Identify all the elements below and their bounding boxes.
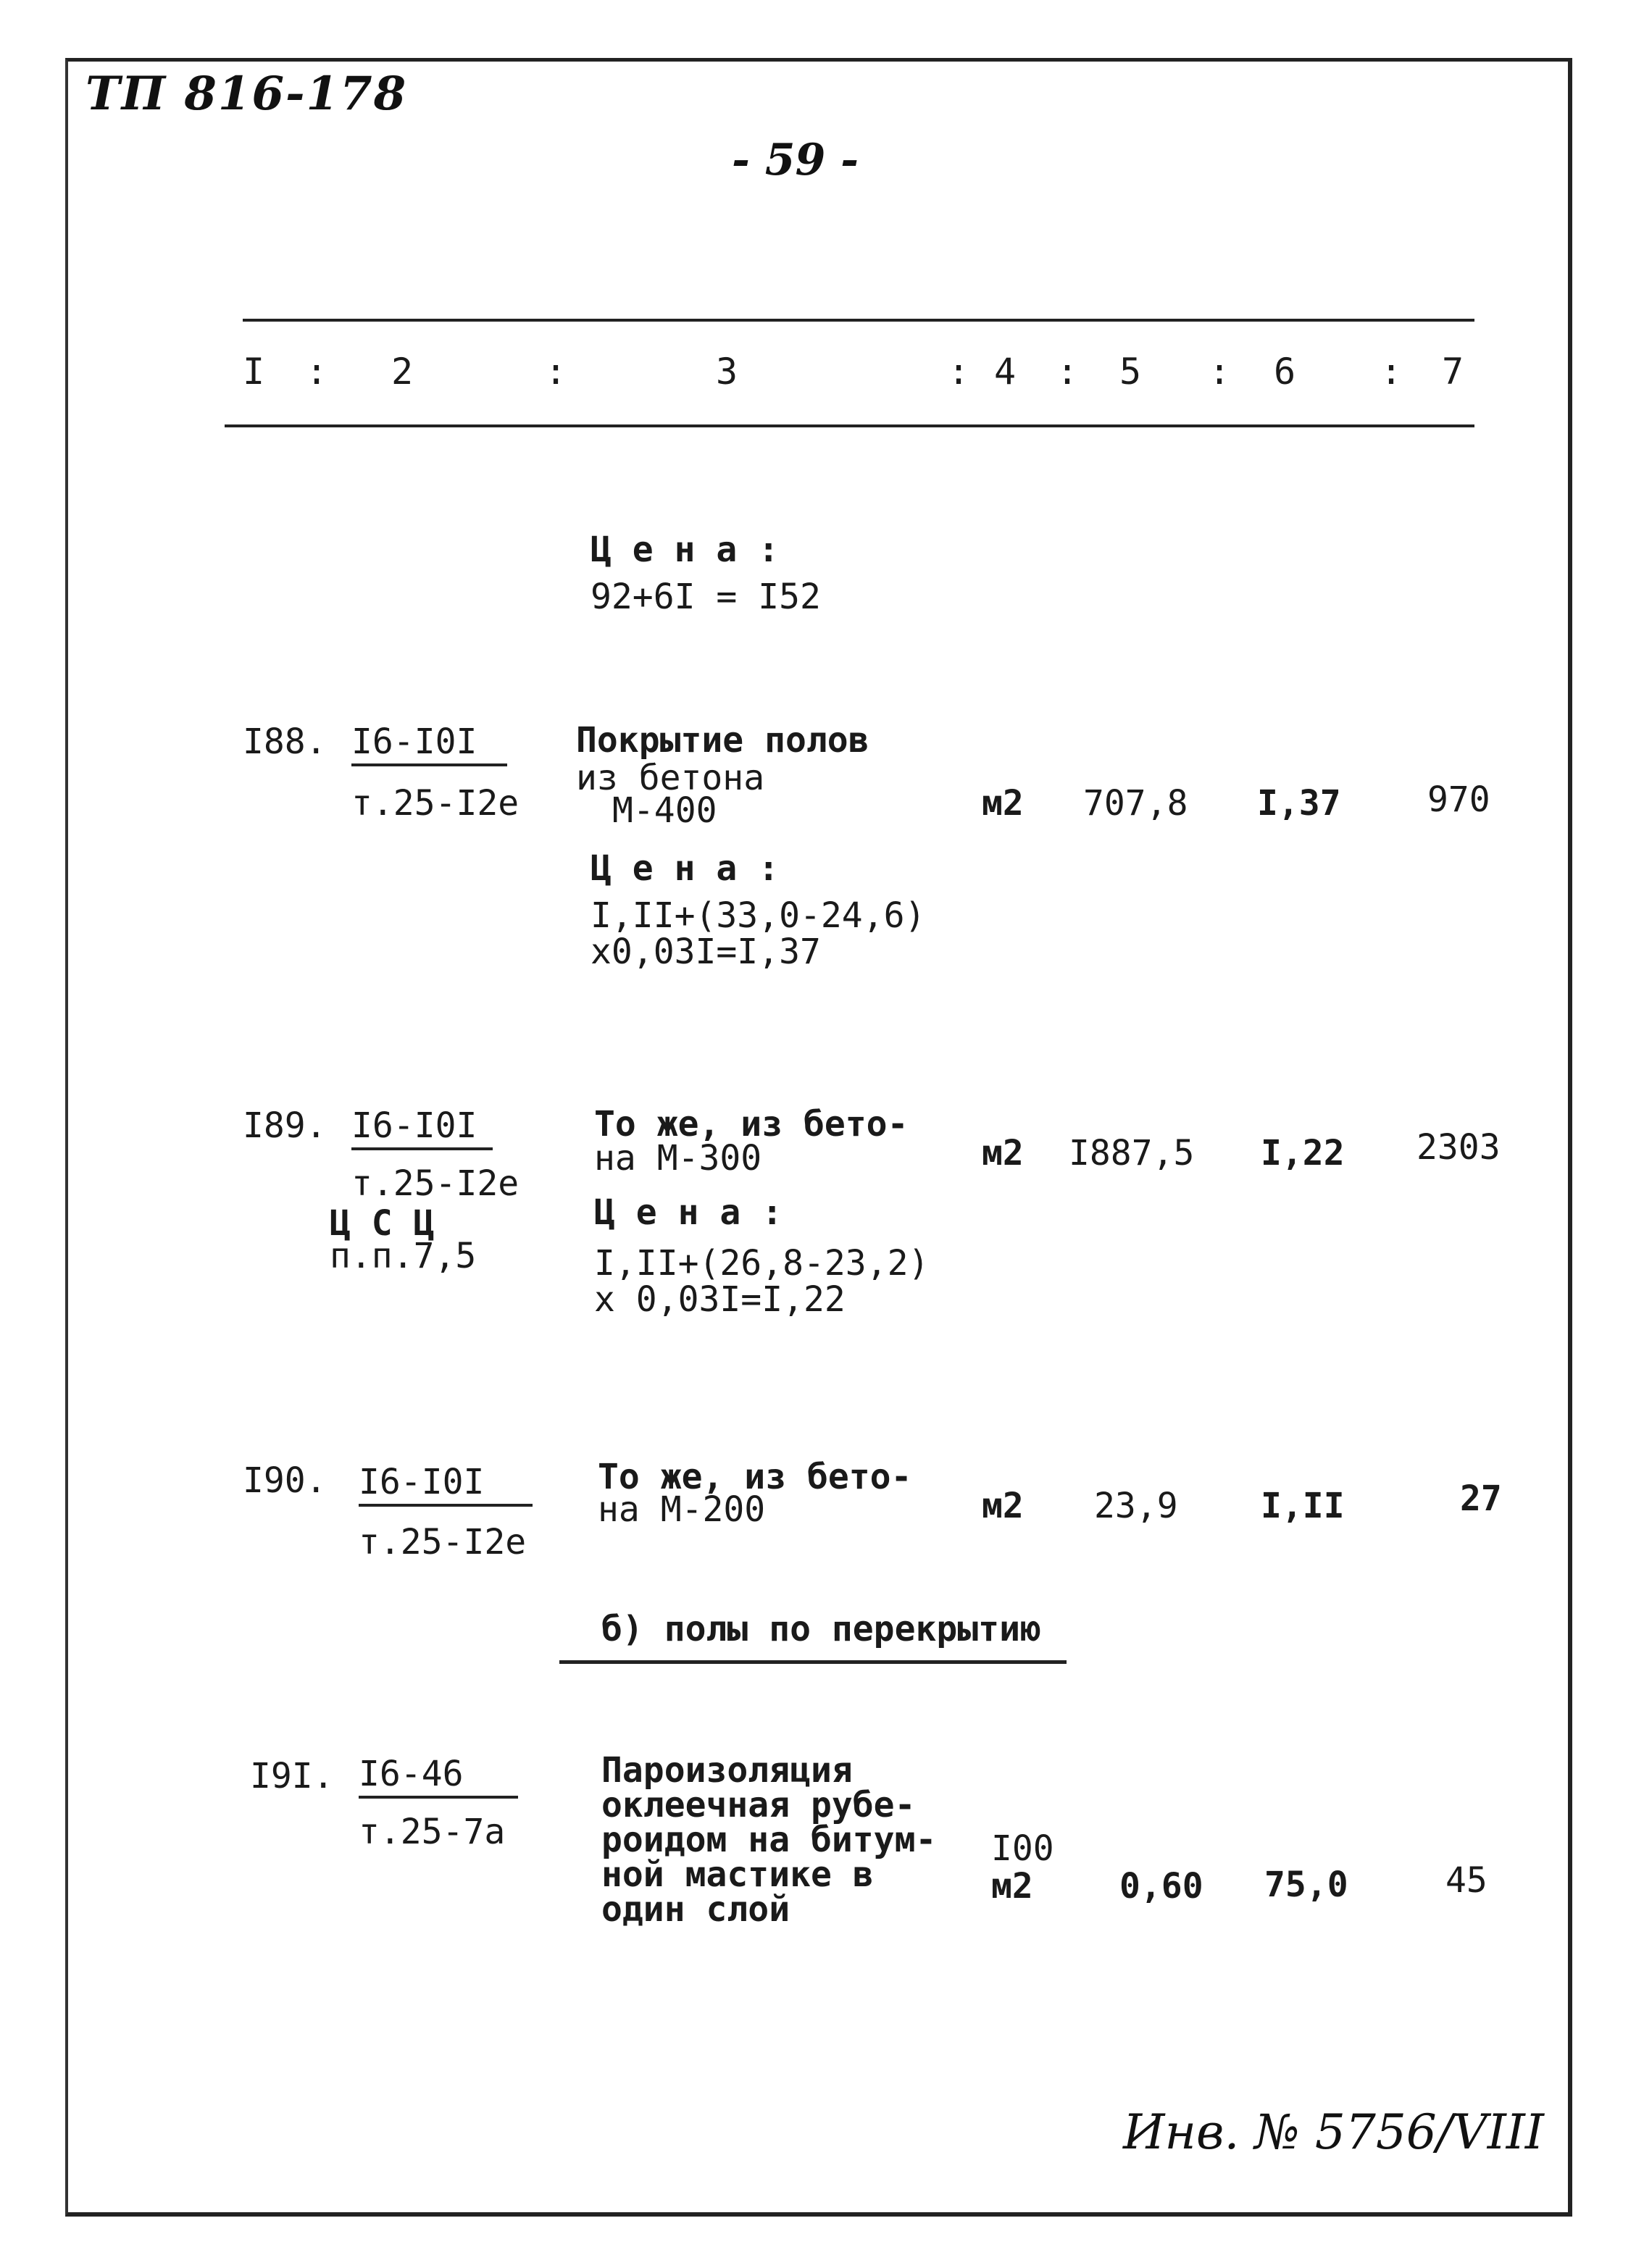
column-3-label: 3: [716, 351, 738, 393]
row-reference: Ц С Ц: [330, 1203, 435, 1244]
row-number: I88.: [243, 721, 327, 762]
column-separator: :: [545, 351, 567, 393]
row-description: из бетона: [576, 758, 765, 798]
row-unit: м2: [982, 1133, 1024, 1173]
page-number: - 59 -: [732, 135, 859, 185]
row-description: оклеечная рубе-: [601, 1785, 916, 1825]
row-reference: т.25-I2е: [351, 1163, 520, 1204]
column-2-label: 2: [391, 351, 414, 393]
row-description: То же, из бето-: [594, 1104, 909, 1145]
column-5-label: 5: [1119, 351, 1142, 393]
row-unit-price: I,II: [1261, 1486, 1345, 1526]
row-number: I89.: [243, 1105, 327, 1146]
row-reference: т.25-I2е: [351, 783, 520, 824]
row-description: ной мастике в: [601, 1854, 874, 1895]
column-6-label: 6: [1274, 351, 1296, 393]
price-formula: 92+6I = I52: [591, 577, 821, 617]
row-description: один слой: [601, 1889, 790, 1930]
row-description: Покрытие полов: [576, 720, 869, 761]
row-total: 27: [1460, 1478, 1502, 1519]
row-code: I6-I0I: [351, 724, 507, 766]
price-calculation: х 0,03I=I,22: [594, 1279, 846, 1320]
row-code: I6-I0I: [351, 1108, 493, 1150]
price-calculation: I,II+(33,0-24,6): [591, 895, 926, 936]
row-unit: м2: [991, 1866, 1033, 1907]
price-label: Ц е н а :: [594, 1192, 783, 1233]
row-unit: I00: [991, 1828, 1054, 1869]
section-heading: б) полы по перекрытию: [601, 1609, 1041, 1649]
section-underline: [559, 1660, 1067, 1664]
row-description: То же, из бето-: [598, 1457, 912, 1497]
row-quantity: 23,9: [1094, 1486, 1178, 1526]
row-quantity: 707,8: [1083, 783, 1188, 824]
column-separator: :: [1209, 351, 1231, 393]
column-separator: :: [306, 351, 328, 393]
row-quantity: 0,60: [1119, 1866, 1203, 1907]
header-rule-top: [243, 319, 1474, 322]
row-unit-price: I,22: [1261, 1133, 1345, 1173]
price-calculation: I,II+(26,8-23,2): [594, 1243, 930, 1284]
row-number: I90.: [243, 1460, 327, 1501]
row-quantity: I887,5: [1069, 1133, 1195, 1173]
column-7-label: 7: [1442, 351, 1464, 393]
row-total: 2303: [1416, 1127, 1501, 1168]
inventory-number: Инв. № 5756/VIII: [1123, 2104, 1544, 2160]
row-description: на М-200: [598, 1489, 766, 1530]
row-reference: п.п.7,5: [330, 1236, 477, 1276]
row-description: Пароизоляция: [601, 1750, 853, 1791]
document-code: ТП 816-178: [85, 67, 408, 121]
row-reference: т.25-7а: [359, 1812, 506, 1852]
column-separator: :: [948, 351, 970, 393]
row-code: I6-46: [359, 1757, 518, 1799]
price-label: Ц е н а :: [591, 530, 780, 570]
row-unit-price: 75,0: [1264, 1865, 1348, 1905]
price-calculation: х0,03I=I,37: [591, 932, 821, 972]
price-label: Ц е н а :: [591, 848, 780, 889]
row-total: 45: [1445, 1860, 1487, 1901]
row-code: I6-I0I: [359, 1465, 533, 1507]
row-reference: т.25-I2е: [359, 1522, 527, 1562]
row-unit: м2: [982, 1486, 1024, 1526]
column-4-label: 4: [994, 351, 1017, 393]
row-total: 970: [1427, 779, 1490, 820]
row-unit: м2: [982, 783, 1024, 824]
row-description: на М-300: [594, 1138, 762, 1179]
column-separator: :: [1056, 351, 1079, 393]
row-unit-price: I,37: [1257, 783, 1341, 824]
row-number: I9I.: [250, 1756, 334, 1796]
row-description: роидом на битум-: [601, 1820, 937, 1860]
header-rule-bottom: [225, 424, 1474, 427]
column-separator: :: [1380, 351, 1403, 393]
row-description: М-400: [612, 790, 717, 831]
column-1-label: I: [243, 351, 265, 393]
